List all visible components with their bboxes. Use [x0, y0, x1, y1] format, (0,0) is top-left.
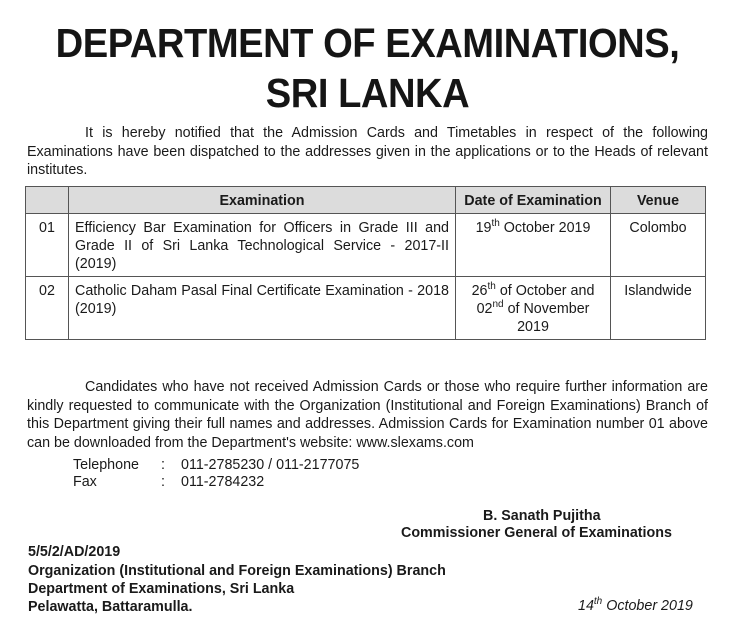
- signatory-name: B. Sanath Pujitha: [483, 508, 601, 524]
- page-title-line1: DEPARTMENT OF EXAMINATIONS,: [55, 20, 680, 66]
- fax-separator: :: [161, 474, 165, 490]
- intro-paragraph: It is hereby notified that the Admission Cards and Timetables in respect of the following Examinations have been dispatched to the addresses given in the applications or to the Heads of relevant institutes.: [27, 125, 708, 178]
- fax-value: 011-2784232: [181, 474, 265, 490]
- table-row: [26, 277, 706, 340]
- row-examination: Catholic Daham Pasal Final Certificate Examination - 2018 (2019): [69, 277, 456, 340]
- header-examination: Examination: [69, 187, 456, 214]
- table-row: [26, 214, 706, 277]
- fax-label: Fax: [73, 474, 97, 490]
- telephone-line: [73, 457, 359, 474]
- table-header-row: [26, 187, 706, 214]
- telephone-separator: :: [161, 457, 165, 473]
- row-date: 19th October 2019: [456, 214, 611, 277]
- telephone-label: Telephone: [73, 457, 139, 473]
- row-number: 01: [26, 214, 69, 277]
- fax-line: [73, 474, 264, 491]
- telephone-value: 011-2785230 / 011-2177075: [181, 457, 360, 473]
- footer-department: Department of Examinations, Sri Lanka: [28, 581, 295, 597]
- row-examination: Efficiency Bar Examination for Officers in Grade III and Grade II of Sri Lanka Technological Service - 2017-II (2019): [69, 214, 456, 277]
- page-title-line2: SRI LANKA: [265, 70, 470, 116]
- footer-date: 14th October 2019: [578, 596, 693, 614]
- footer-address: Pelawatta, Battaramulla.: [28, 599, 193, 615]
- row-venue: Islandwide: [611, 277, 706, 340]
- reference-number: 5/5/2/AD/2019: [28, 544, 121, 560]
- header-venue: Venue: [611, 187, 706, 214]
- row-number: 02: [26, 277, 69, 340]
- notice-paragraph: Candidates who have not received Admission Cards or those who require further information are kindly requested to communicate with the Organization (Institutional and Foreign Examinations) Branch of this Department giving their full names and addresses. Admission Cards for Examination number 01 above can be downloaded from the Department's website: www.slexams.com: [27, 379, 708, 451]
- footer-organization: Organization (Institutional and Foreign Examinations) Branch: [28, 563, 446, 579]
- signatory-title: Commissioner General of Examinations: [401, 525, 672, 541]
- examination-table: [25, 186, 706, 340]
- row-venue: Colombo: [611, 214, 706, 277]
- row-date: 26th of October and 02nd of November 2019: [456, 277, 611, 340]
- header-date: Date of Examination: [456, 187, 611, 214]
- header-number-cell: [26, 187, 69, 214]
